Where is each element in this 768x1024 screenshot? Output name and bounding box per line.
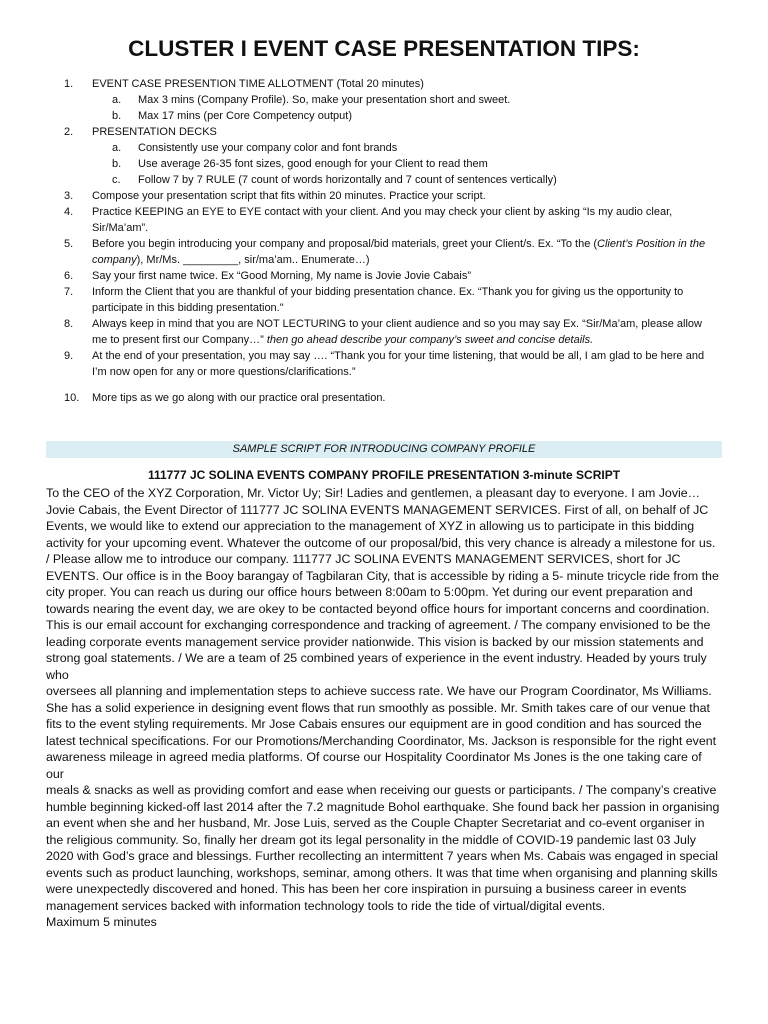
tip-item-9: [64, 348, 714, 380]
tip-text: PRESENTATION DECKS: [92, 126, 217, 138]
subitem-letter: a.: [112, 142, 122, 154]
tip-text-part: Before you begin introducing your company and proposal/bid materials, greet your Client/s. Ex. “To the (: [92, 238, 598, 250]
tip-item-8: [64, 316, 714, 348]
tip-item-10: [64, 390, 714, 406]
subitem-letter: b.: [112, 110, 122, 122]
script-title: 111777 JC SOLINA EVENTS COMPANY PROFILE PRESENTATION 3-minute SCRIPT: [147, 468, 621, 482]
script-paragraph: meals & snacks as well as providing comfort and ease when receiving our guests or participants. / The company’s creative humble beginning kicked-off last 2014 after the 7.2 magnitude Bohol earthquake. She found back her passion in organising an event when she and her husband, Mr. Jose Luis, served as the Couple Chapter Secretariat and co-event organiser in the religious community. So, finally her dream got its legal personality in the middle of COVID-19 pandemic last 03 July 2020 with God’s grace and blessings. Further recollecting an intermittent 7 years when Ms. Cabais was engaged in special events such as product launching, workshops, seminar, among others. It was that time when organising and planning skills were unexpectedly discovered and honed. This has been her core inspiration in pursuing a business career in events management services backed with information technology tools to ride the tide of virtual/digital events.: [46, 783, 720, 913]
tip-number: 2.: [64, 126, 74, 138]
sample-script-banner: SAMPLE SCRIPT FOR INTRODUCING COMPANY PROFILE: [46, 441, 722, 458]
tip-number: 9.: [64, 350, 74, 362]
tip-number: 10.: [64, 392, 80, 404]
tip-subitem-2b: [112, 156, 714, 172]
tips-list: [64, 76, 714, 406]
tip-text: At the end of your presentation, you may say …. “Thank you for your time listening, that would be all, I am glad to be here and I’m now open for any or more questions/clarifications.”: [92, 350, 705, 378]
script-paragraph: oversees all planning and implementation steps to achieve success rate. We have our Program Coordinator, Ms Williams. She has a solid experience in designing event flows that run smoothly as possible. Mr. Smith takes care of our venue that fits to the event styling requirements. Mr Jose Cabais ensures our equipment are in good condition and has sourced the latest technical specifications. For our Promotions/Merchanding Coordinator, Ms. Jackson is responsible for the right event awareness mileage in agreed media platforms. Of course our Hospitality Coordinator Ms Jones is the one taking care of our: [46, 684, 717, 781]
tip-text: Compose your presentation script that fits within 20 minutes. Practice your script.: [92, 190, 486, 202]
tip-subitem-1b: [112, 108, 714, 124]
tip-item-5: [64, 236, 714, 268]
tip-number: 5.: [64, 238, 74, 250]
tip-item-4: [64, 204, 714, 236]
script-paragraph: To the CEO of the XYZ Corporation, Mr. Victor Uy; Sir! Ladies and gentlemen, a pleasant day to everyone. I am Jovie… Jovie Cabais, the Event Director of 111777 JC SOLINA EVENTS MANAGEMENT SERVICES. First of all, on behalf of JC Events, we would like to extend our appreciation to the management of XYZ in allowing us to participate in this bidding activity for your upcoming event. Whatever the outcome of our proposal/bid, this very chance is already a milestone for us. / Please allow me to introduce our company. 111777 JC SOLINA EVENTS MANAGEMENT SERVICES, short for JC EVENTS. Our office is in the Booy barangay of Tagbilaran City, that is accessible by riding a 5- minute tricycle ride from the city proper. You can reach us during our office hours between 8:00am to 5:00pm. Yet during our event preparation and towards nearing the event day, we are okey to be contacted beyond office hours for important concerns and coordination. This is our email account for exchanging correspondence and tracking of agreement. / The company envisioned to be the leading corporate events management service provider nationwide. This vision is backed by our mission statements and strong goal statements. / We are a team of 25 combined years of experience in the event industry. Headed by yours truly who: [46, 486, 719, 682]
tip-number: 7.: [64, 286, 74, 298]
script-footer-note: Maximum 5 minutes: [46, 915, 157, 929]
tip-item-7: [64, 284, 714, 316]
tip-text-italic: then go ahead describe your company’s sweet and concise details.: [266, 334, 594, 346]
tip-item-2: [64, 124, 714, 140]
tip-text: Say your first name twice. Ex “Good Morning, My name is Jovie Jovie Cabais”: [92, 270, 472, 282]
subitem-letter: a.: [112, 94, 122, 106]
subitem-letter: b.: [112, 158, 122, 170]
tip-item-6: [64, 268, 714, 284]
tip-item-3: [64, 188, 714, 204]
tip-text: [92, 236, 714, 268]
subitem-text: Follow 7 by 7 RULE (7 count of words horizontally and 7 count of sentences vertically): [138, 174, 557, 186]
tip-text-part: ), Mr/Ms. _________, sir/ma’am.. Enumerate…): [136, 254, 370, 266]
tip-number: 4.: [64, 206, 74, 218]
tip-number: 6.: [64, 270, 74, 282]
tip-item-1: [64, 76, 714, 92]
tip-text: More tips as we go along with our practice oral presentation.: [92, 392, 386, 404]
tip-subitem-2c: [112, 172, 714, 188]
tip-number: 8.: [64, 318, 74, 330]
tip-text-italic: Client’s Position in the company: [92, 238, 706, 266]
subitem-text: Max 17 mins (per Core Competency output): [138, 110, 352, 122]
tip-text: EVENT CASE PRESENTION TIME ALLOTMENT (Total 20 minutes): [92, 78, 424, 90]
tip-number: 1.: [64, 78, 74, 90]
subitem-text: Consistently use your company color and font brands: [138, 142, 398, 154]
tip-number: 3.: [64, 190, 74, 202]
subitem-text: Max 3 mins (Company Profile). So, make your presentation short and sweet.: [138, 94, 511, 106]
spacer: [64, 380, 714, 390]
script-body: [46, 485, 722, 931]
page-title: CLUSTER I EVENT CASE PRESENTATION TIPS:: [128, 36, 640, 61]
tip-text: [92, 316, 714, 348]
tip-subitem-1a: [112, 92, 714, 108]
tip-text: Practice KEEPING an EYE to EYE contact with your client. And you may check your client by asking “Is my audio clear, Sir/Ma’am”.: [92, 206, 673, 234]
tip-subitem-2a: [112, 140, 714, 156]
tip-text-part: Always keep in mind that you are NOT LECTURING to your client audience and so you may say Ex. “Sir/Ma’am, please allow me to present first our Company…”: [92, 318, 702, 346]
tip-text: Inform the Client that you are thankful of your bidding presentation chance. Ex. “Thank you for giving us the opportunity to participate in this bidding presentation.": [92, 286, 684, 314]
subitem-text: Use average 26-35 font sizes, good enough for your Client to read them: [138, 158, 488, 170]
subitem-letter: c.: [112, 174, 121, 186]
